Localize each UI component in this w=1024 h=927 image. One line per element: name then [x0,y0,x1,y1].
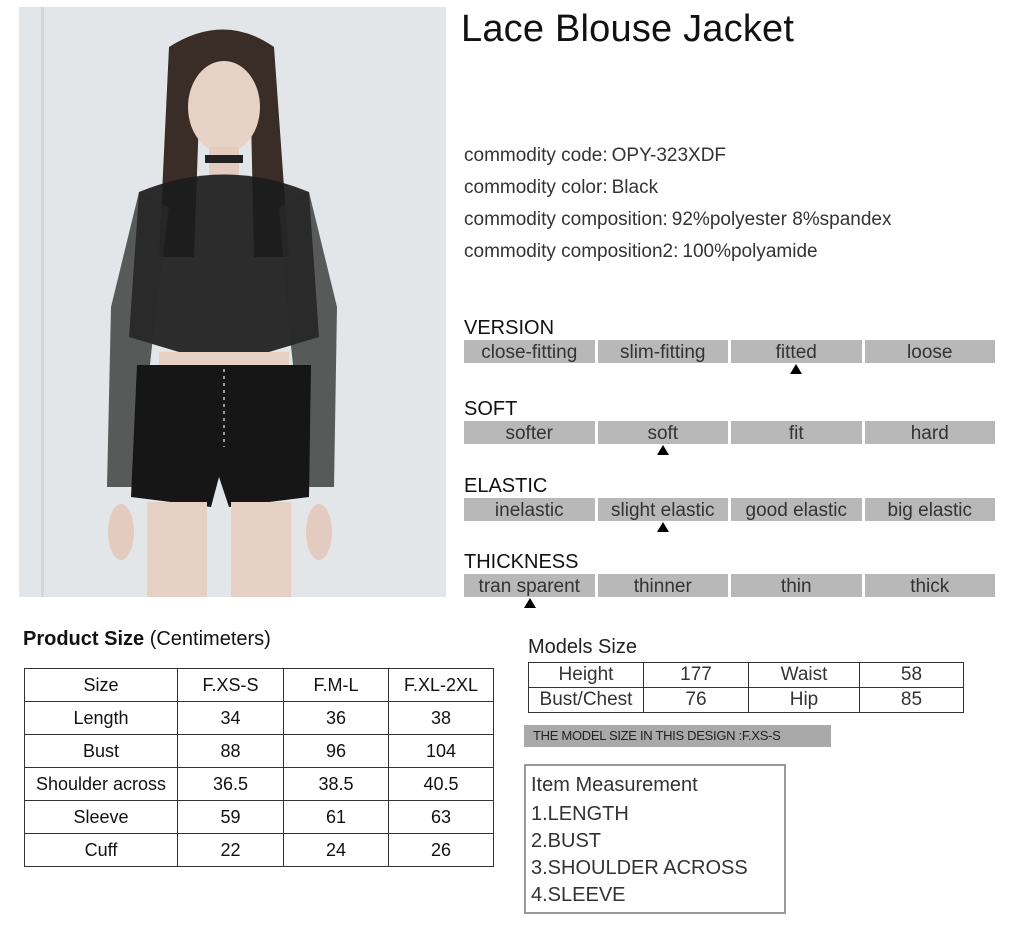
soft-marker-icon [657,445,669,455]
measurement-item: 2.BUST [531,830,602,852]
product-size-heading: Product Size (Centimeters) [23,628,271,650]
table-row [529,663,964,688]
table-cell: 36.5 [178,768,284,801]
soft-option: hard [865,421,996,444]
table-row [529,688,964,713]
product-title: Lace Blouse Jacket [461,8,795,50]
table-cell: 58 [860,663,964,688]
product-size-table [24,668,494,867]
table-row [25,834,494,867]
table-cell: 88 [178,735,284,768]
models-size-table [528,662,964,713]
table-header-cell: F.XS-S [178,669,284,702]
thickness-option: thin [731,574,862,597]
thickness-label: THICKNESS [464,551,579,573]
version-option: close-fitting [464,340,595,363]
thickness-marker-icon [524,598,536,608]
table-header-cell: Size [25,669,178,702]
table-cell: 96 [284,735,389,768]
table-header-cell: F.M-L [284,669,389,702]
measurement-item: 1.LENGTH [531,803,629,825]
table-cell: Bust [25,735,178,768]
table-cell: 34 [178,702,284,735]
spec-code: commodity code: OPY-323XDF [464,145,727,166]
elastic-marker-icon [657,522,669,532]
table-row [25,768,494,801]
thickness-scale [464,551,995,613]
elastic-option: big elastic [865,498,996,521]
table-cell: Bust/Chest [529,688,644,713]
table-cell: 59 [178,801,284,834]
table-cell: 36 [284,702,389,735]
table-cell: 26 [389,834,494,867]
table-cell: 38 [389,702,494,735]
version-scale [464,317,995,379]
soft-option: soft [598,421,729,444]
table-cell: 76 [644,688,749,713]
spec-list [464,140,892,268]
table-row [25,702,494,735]
measurement-item: 4.SLEEVE [531,884,626,906]
table-cell: 177 [644,663,749,688]
table-cell: 38.5 [284,768,389,801]
table-row [25,735,494,768]
spec-composition: commodity composition: 92%polyester 8%spandex [464,209,892,230]
thickness-option: tran sparent [464,574,595,597]
spec-composition2: commodity composition2: 100%polyamide [464,241,818,262]
elastic-option: slight elastic [598,498,729,521]
table-header-cell: F.XL-2XL [389,669,494,702]
table-header-row [25,669,494,702]
elastic-scale [464,475,995,537]
model-size-note: THE MODEL SIZE IN THIS DESIGN :F.XS-S [524,725,831,747]
table-cell: 40.5 [389,768,494,801]
spec-color: commodity color: Black [464,177,659,198]
table-cell: 104 [389,735,494,768]
table-row [25,801,494,834]
table-cell: 24 [284,834,389,867]
version-marker-icon [790,364,802,374]
soft-label: SOFT [464,398,518,420]
version-option: loose [865,340,996,363]
table-cell: 22 [178,834,284,867]
table-cell: Cuff [25,834,178,867]
soft-option: softer [464,421,595,444]
table-cell: Waist [749,663,860,688]
soft-scale [464,398,995,460]
table-cell: Hip [749,688,860,713]
table-cell: 85 [860,688,964,713]
soft-option: fit [731,421,862,444]
table-cell: 61 [284,801,389,834]
elastic-option: good elastic [731,498,862,521]
thickness-option: thick [865,574,996,597]
measurement-heading: Item Measurement [531,774,698,796]
table-cell: 63 [389,801,494,834]
elastic-option: inelastic [464,498,595,521]
version-label: VERSION [464,317,555,339]
model-illustration [19,7,446,597]
version-option: slim-fitting [598,340,729,363]
table-cell: Length [25,702,178,735]
thickness-option: thinner [598,574,729,597]
measurement-item: 3.SHOULDER ACROSS [531,857,748,879]
version-option: fitted [731,340,862,363]
table-cell: Height [529,663,644,688]
table-cell: Sleeve [25,801,178,834]
models-size-heading: Models Size [528,636,637,658]
item-measurement-box [524,764,786,914]
product-photo [19,7,446,597]
table-cell: Shoulder across [25,768,178,801]
elastic-label: ELASTIC [464,475,548,497]
